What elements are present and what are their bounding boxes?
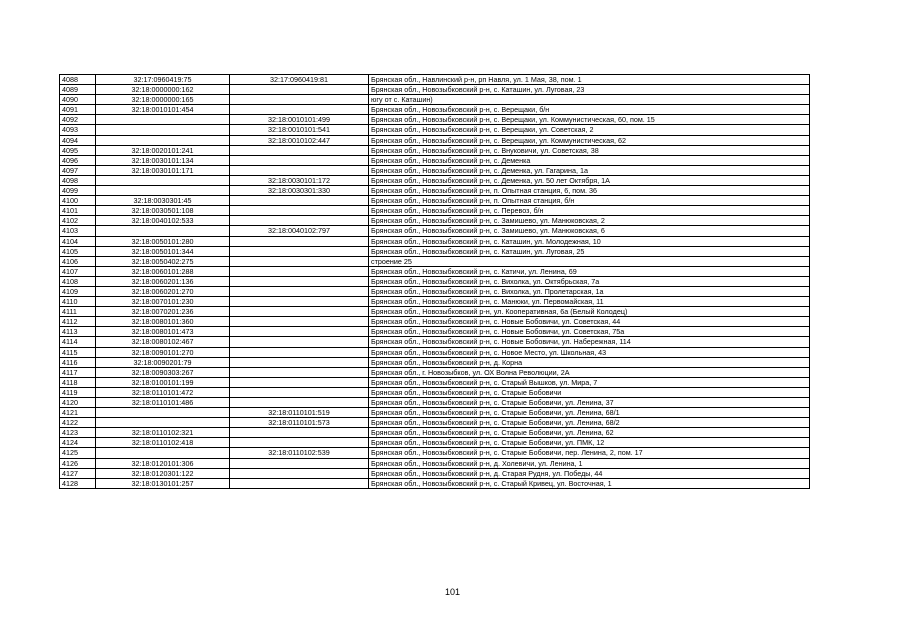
row-number-cell: 4099 <box>60 186 96 196</box>
table-row <box>60 448 810 458</box>
table-row <box>60 367 810 377</box>
related-cadastral-number-cell <box>230 266 369 276</box>
table-row <box>60 246 810 256</box>
table-row <box>60 276 810 286</box>
address-cell: Брянская обл., Новозыбковский р-н, с. Старые Бобовичи, ул. Ленина, 68/2 <box>369 418 810 428</box>
row-number-cell: 4106 <box>60 256 96 266</box>
row-number-cell: 4114 <box>60 337 96 347</box>
address-cell: Брянская обл., Навлинский р-н, рп Навля, ул. 1 Мая, 38, пом. 1 <box>369 75 810 85</box>
table-row <box>60 115 810 125</box>
table-row <box>60 478 810 488</box>
related-cadastral-number-cell: 32:18:0010101:499 <box>230 115 369 125</box>
table-row <box>60 347 810 357</box>
row-number-cell: 4124 <box>60 438 96 448</box>
table-row <box>60 216 810 226</box>
table-row <box>60 175 810 185</box>
related-cadastral-number-cell <box>230 468 369 478</box>
table-row <box>60 286 810 296</box>
row-number-cell: 4109 <box>60 286 96 296</box>
row-number-cell: 4104 <box>60 236 96 246</box>
cadastral-number-cell: 32:18:0000000:162 <box>96 85 230 95</box>
cadastral-number-cell: 32:18:0130101:257 <box>96 478 230 488</box>
related-cadastral-number-cell <box>230 307 369 317</box>
row-number-cell: 4088 <box>60 75 96 85</box>
cadastral-number-cell: 32:18:0000000:165 <box>96 95 230 105</box>
row-number-cell: 4125 <box>60 448 96 458</box>
cadastral-number-cell: 32:18:0010101:454 <box>96 105 230 115</box>
address-cell: Брянская обл., Новозыбковский р-н, с. Старый Кривец, ул. Восточная, 1 <box>369 478 810 488</box>
cadastral-number-cell: 32:18:0050101:280 <box>96 236 230 246</box>
cadastral-number-cell <box>96 175 230 185</box>
row-number-cell: 4117 <box>60 367 96 377</box>
cadastral-number-cell: 32:18:0060101:288 <box>96 266 230 276</box>
cadastral-number-cell: 32:18:0050101:344 <box>96 246 230 256</box>
address-cell: Брянская обл., Новозыбковский р-н, с. Старый Вышков, ул. Мира, 7 <box>369 377 810 387</box>
row-number-cell: 4100 <box>60 196 96 206</box>
table-row <box>60 398 810 408</box>
related-cadastral-number-cell <box>230 85 369 95</box>
address-cell: Брянская обл., Новозыбковский р-н, с. Катичи, ул. Ленина, 69 <box>369 266 810 276</box>
table-row <box>60 468 810 478</box>
cadastral-number-cell: 32:18:0110101:472 <box>96 387 230 397</box>
cadastral-number-cell: 32:18:0030101:171 <box>96 165 230 175</box>
related-cadastral-number-cell: 32:18:0010101:541 <box>230 125 369 135</box>
cadastral-number-cell: 32:18:0060201:136 <box>96 276 230 286</box>
table-row <box>60 317 810 327</box>
table-row <box>60 377 810 387</box>
related-cadastral-number-cell <box>230 276 369 286</box>
related-cadastral-number-cell <box>230 438 369 448</box>
row-number-cell: 4128 <box>60 478 96 488</box>
row-number-cell: 4089 <box>60 85 96 95</box>
related-cadastral-number-cell: 32:18:0030101:172 <box>230 175 369 185</box>
table-row <box>60 408 810 418</box>
table-row <box>60 95 810 105</box>
cadastral-number-cell: 32:17:0960419:75 <box>96 75 230 85</box>
cadastral-number-cell: 32:18:0090303:267 <box>96 367 230 377</box>
related-cadastral-number-cell <box>230 216 369 226</box>
table-row <box>60 206 810 216</box>
address-cell: Брянская обл., Новозыбковский р-н, с. Замишево, ул. Манюковская, 6 <box>369 226 810 236</box>
page-number: 101 <box>444 587 461 597</box>
table-row <box>60 155 810 165</box>
row-number-cell: 4123 <box>60 428 96 438</box>
related-cadastral-number-cell <box>230 155 369 165</box>
address-cell: Брянская обл., Новозыбковский р-н, с. Старые Бобовичи, ул. Ленина, 68/1 <box>369 408 810 418</box>
table-row <box>60 266 810 276</box>
related-cadastral-number-cell <box>230 377 369 387</box>
table-row <box>60 85 810 95</box>
address-cell: Брянская обл., Новозыбковский р-н, с. Старые Бобовичи, пер. Ленина, 2, пом. 17 <box>369 448 810 458</box>
address-cell: Брянская обл., г. Новозыбков, ул. ОХ Волна Революции, 2А <box>369 367 810 377</box>
cadastral-number-cell <box>96 418 230 428</box>
row-number-cell: 4119 <box>60 387 96 397</box>
address-cell: Брянская обл., Новозыбковский р-н, с. Деменка, ул. Гагарина, 1а <box>369 165 810 175</box>
table-row <box>60 297 810 307</box>
table-row <box>60 438 810 448</box>
related-cadastral-number-cell: 32:18:0010102:447 <box>230 135 369 145</box>
row-number-cell: 4127 <box>60 468 96 478</box>
related-cadastral-number-cell <box>230 236 369 246</box>
related-cadastral-number-cell <box>230 317 369 327</box>
cadastral-number-cell: 32:18:0090101:270 <box>96 347 230 357</box>
address-cell: Брянская обл., Новозыбковский р-н, с. Старые Бобовичи, ул. Ленина, 62 <box>369 428 810 438</box>
related-cadastral-number-cell: 32:18:0040102:797 <box>230 226 369 236</box>
address-cell: Брянская обл., Новозыбковский р-н, с. Деменка, ул. 50 лет Октября, 1А <box>369 175 810 185</box>
row-number-cell: 4095 <box>60 145 96 155</box>
table-row <box>60 418 810 428</box>
table-row <box>60 186 810 196</box>
table-row <box>60 145 810 155</box>
address-cell: Брянская обл., Новозыбковский р-н, с. Каташин, ул. Луговая, 23 <box>369 85 810 95</box>
row-number-cell: 4091 <box>60 105 96 115</box>
related-cadastral-number-cell: 32:18:0110101:519 <box>230 408 369 418</box>
table-row <box>60 337 810 347</box>
related-cadastral-number-cell <box>230 145 369 155</box>
address-cell: Брянская обл., Новозыбковский р-н, с. Старые Бобовичи <box>369 387 810 397</box>
address-cell: Брянская обл., Новозыбковский р-н, д. Старая Рудня, ул. Победы, 44 <box>369 468 810 478</box>
address-cell: Брянская обл., Новозыбковский р-н, с. Новые Бобовичи, ул. Советская, 44 <box>369 317 810 327</box>
row-number-cell: 4108 <box>60 276 96 286</box>
cadastral-number-cell <box>96 226 230 236</box>
row-number-cell: 4097 <box>60 165 96 175</box>
address-cell: Брянская обл., Новозыбковский р-н, с. Вихолка, ул. Пролетарская, 1а <box>369 286 810 296</box>
related-cadastral-number-cell <box>230 337 369 347</box>
related-cadastral-number-cell <box>230 398 369 408</box>
row-number-cell: 4110 <box>60 297 96 307</box>
row-number-cell: 4122 <box>60 418 96 428</box>
cadastral-number-cell: 32:18:0030501:108 <box>96 206 230 216</box>
cadastral-number-cell <box>96 408 230 418</box>
address-cell: строение 25 <box>369 256 810 266</box>
related-cadastral-number-cell <box>230 327 369 337</box>
address-cell: Брянская обл., Новозыбковский р-н, с. Вихолка, ул. Октябрьская, 7а <box>369 276 810 286</box>
related-cadastral-number-cell <box>230 357 369 367</box>
table-row <box>60 387 810 397</box>
table-row <box>60 357 810 367</box>
related-cadastral-number-cell <box>230 387 369 397</box>
address-cell: Брянская обл., Новозыбковский р-н, с. Каташин, ул. Луговая, 25 <box>369 246 810 256</box>
cadastral-number-cell <box>96 135 230 145</box>
related-cadastral-number-cell <box>230 165 369 175</box>
table-row <box>60 75 810 85</box>
address-cell: Брянская обл., Новозыбковский р-н, с. Верещаки, ул. Коммунистическая, 62 <box>369 135 810 145</box>
registry-table-body <box>60 75 810 489</box>
related-cadastral-number-cell <box>230 458 369 468</box>
row-number-cell: 4116 <box>60 357 96 367</box>
row-number-cell: 4111 <box>60 307 96 317</box>
address-cell: Брянская обл., Новозыбковский р-н, с. Новые Бобовичи, ул. Набережная, 114 <box>369 337 810 347</box>
row-number-cell: 4096 <box>60 155 96 165</box>
row-number-cell: 4107 <box>60 266 96 276</box>
table-row <box>60 125 810 135</box>
row-number-cell: 4121 <box>60 408 96 418</box>
cadastral-number-cell: 32:18:0110102:418 <box>96 438 230 448</box>
table-row <box>60 226 810 236</box>
related-cadastral-number-cell <box>230 206 369 216</box>
address-cell: Брянская обл., Новозыбковский р-н, д. Корна <box>369 357 810 367</box>
table-row <box>60 105 810 115</box>
address-cell: Брянская обл., Новозыбковский р-н, с. Старые Бобовичи, ул. ПМК, 12 <box>369 438 810 448</box>
row-number-cell: 4098 <box>60 175 96 185</box>
address-cell: Брянская обл., Новозыбковский р-н, д. Холевичи, ул. Ленина, 1 <box>369 458 810 468</box>
address-cell: Брянская обл., Новозыбковский р-н, с. Каташин, ул. Молодежная, 10 <box>369 236 810 246</box>
table-row <box>60 135 810 145</box>
cadastral-number-cell: 32:18:0050402:275 <box>96 256 230 266</box>
cadastral-number-cell: 32:18:0080101:360 <box>96 317 230 327</box>
address-cell: Брянская обл., Новозыбковский р-н, с. Замишево, ул. Манюковская, 2 <box>369 216 810 226</box>
row-number-cell: 4118 <box>60 377 96 387</box>
related-cadastral-number-cell <box>230 428 369 438</box>
related-cadastral-number-cell: 32:18:0110102:539 <box>230 448 369 458</box>
address-cell: Брянская обл., Новозыбковский р-н, с. Старые Бобовичи, ул. Ленина, 37 <box>369 398 810 408</box>
cadastral-number-cell: 32:18:0080101:473 <box>96 327 230 337</box>
cadastral-number-cell: 32:18:0020101:241 <box>96 145 230 155</box>
table-row <box>60 327 810 337</box>
cadastral-number-cell: 32:18:0030101:134 <box>96 155 230 165</box>
cadastral-number-cell: 32:18:0060201:270 <box>96 286 230 296</box>
cadastral-number-cell <box>96 448 230 458</box>
table-row <box>60 256 810 266</box>
cadastral-number-cell: 32:18:0120101:306 <box>96 458 230 468</box>
table-row <box>60 236 810 246</box>
address-cell: Брянская обл., Новозыбковский р-н, с. Верещаки, б/н <box>369 105 810 115</box>
row-number-cell: 4115 <box>60 347 96 357</box>
cadastral-number-cell <box>96 125 230 135</box>
related-cadastral-number-cell <box>230 246 369 256</box>
address-cell: Брянская обл., Новозыбковский р-н, ул. Кооперативная, 6а (Белый Колодец) <box>369 307 810 317</box>
cadastral-number-cell: 32:18:0070101:230 <box>96 297 230 307</box>
cadastral-number-cell <box>96 115 230 125</box>
related-cadastral-number-cell: 32:18:0110101:573 <box>230 418 369 428</box>
table-row <box>60 196 810 206</box>
row-number-cell: 4093 <box>60 125 96 135</box>
cadastral-number-cell: 32:18:0080102:467 <box>96 337 230 347</box>
related-cadastral-number-cell <box>230 367 369 377</box>
related-cadastral-number-cell <box>230 286 369 296</box>
row-number-cell: 4126 <box>60 458 96 468</box>
table-row <box>60 307 810 317</box>
related-cadastral-number-cell <box>230 297 369 307</box>
registry-table <box>59 74 810 489</box>
related-cadastral-number-cell <box>230 105 369 115</box>
cadastral-number-cell: 32:18:0040102:533 <box>96 216 230 226</box>
cadastral-number-cell: 32:18:0100101:199 <box>96 377 230 387</box>
row-number-cell: 4112 <box>60 317 96 327</box>
address-cell: Брянская обл., Новозыбковский р-н, с. Манюки, ул. Первомайская, 11 <box>369 297 810 307</box>
row-number-cell: 4120 <box>60 398 96 408</box>
row-number-cell: 4094 <box>60 135 96 145</box>
table-row <box>60 458 810 468</box>
cadastral-number-cell: 32:18:0110102:321 <box>96 428 230 438</box>
address-cell: Брянская обл., Новозыбковский р-н, с. Деменка <box>369 155 810 165</box>
related-cadastral-number-cell: 32:18:0030301:330 <box>230 186 369 196</box>
cadastral-number-cell: 32:18:0070201:236 <box>96 307 230 317</box>
address-cell: Брянская обл., Новозыбковский р-н, с. Внуковичи, ул. Советская, 38 <box>369 145 810 155</box>
address-cell: Брянская обл., Новозыбковский р-н, п. Опытная станция, 6, пом. 36 <box>369 186 810 196</box>
address-cell: Брянская обл., Новозыбковский р-н, с. Новое Место, ул. Школьная, 43 <box>369 347 810 357</box>
row-number-cell: 4101 <box>60 206 96 216</box>
cadastral-number-cell: 32:18:0030301:45 <box>96 196 230 206</box>
cadastral-number-cell: 32:18:0120301:122 <box>96 468 230 478</box>
row-number-cell: 4105 <box>60 246 96 256</box>
cadastral-number-cell <box>96 186 230 196</box>
address-cell: Брянская обл., Новозыбковский р-н, с. Верещаки, ул. Коммунистическая, 60, пом. 15 <box>369 115 810 125</box>
related-cadastral-number-cell <box>230 196 369 206</box>
related-cadastral-number-cell <box>230 478 369 488</box>
table-row <box>60 428 810 438</box>
row-number-cell: 4090 <box>60 95 96 105</box>
address-cell: Брянская обл., Новозыбковский р-н, с. Новые Бобовичи, ул. Советская, 75а <box>369 327 810 337</box>
address-cell: Брянская обл., Новозыбковский р-н, с. Перевоз, б/н <box>369 206 810 216</box>
related-cadastral-number-cell <box>230 256 369 266</box>
cadastral-number-cell: 32:18:0090201:79 <box>96 357 230 367</box>
address-cell: югу от с. Каташин) <box>369 95 810 105</box>
related-cadastral-number-cell <box>230 95 369 105</box>
related-cadastral-number-cell: 32:17:0960419:81 <box>230 75 369 85</box>
row-number-cell: 4102 <box>60 216 96 226</box>
cadastral-number-cell: 32:18:0110101:486 <box>96 398 230 408</box>
related-cadastral-number-cell <box>230 347 369 357</box>
address-cell: Брянская обл., Новозыбковский р-н, п. Опытная станция, б/н <box>369 196 810 206</box>
row-number-cell: 4103 <box>60 226 96 236</box>
row-number-cell: 4113 <box>60 327 96 337</box>
address-cell: Брянская обл., Новозыбковский р-н, с. Верещаки, ул. Советская, 2 <box>369 125 810 135</box>
table-row <box>60 165 810 175</box>
row-number-cell: 4092 <box>60 115 96 125</box>
